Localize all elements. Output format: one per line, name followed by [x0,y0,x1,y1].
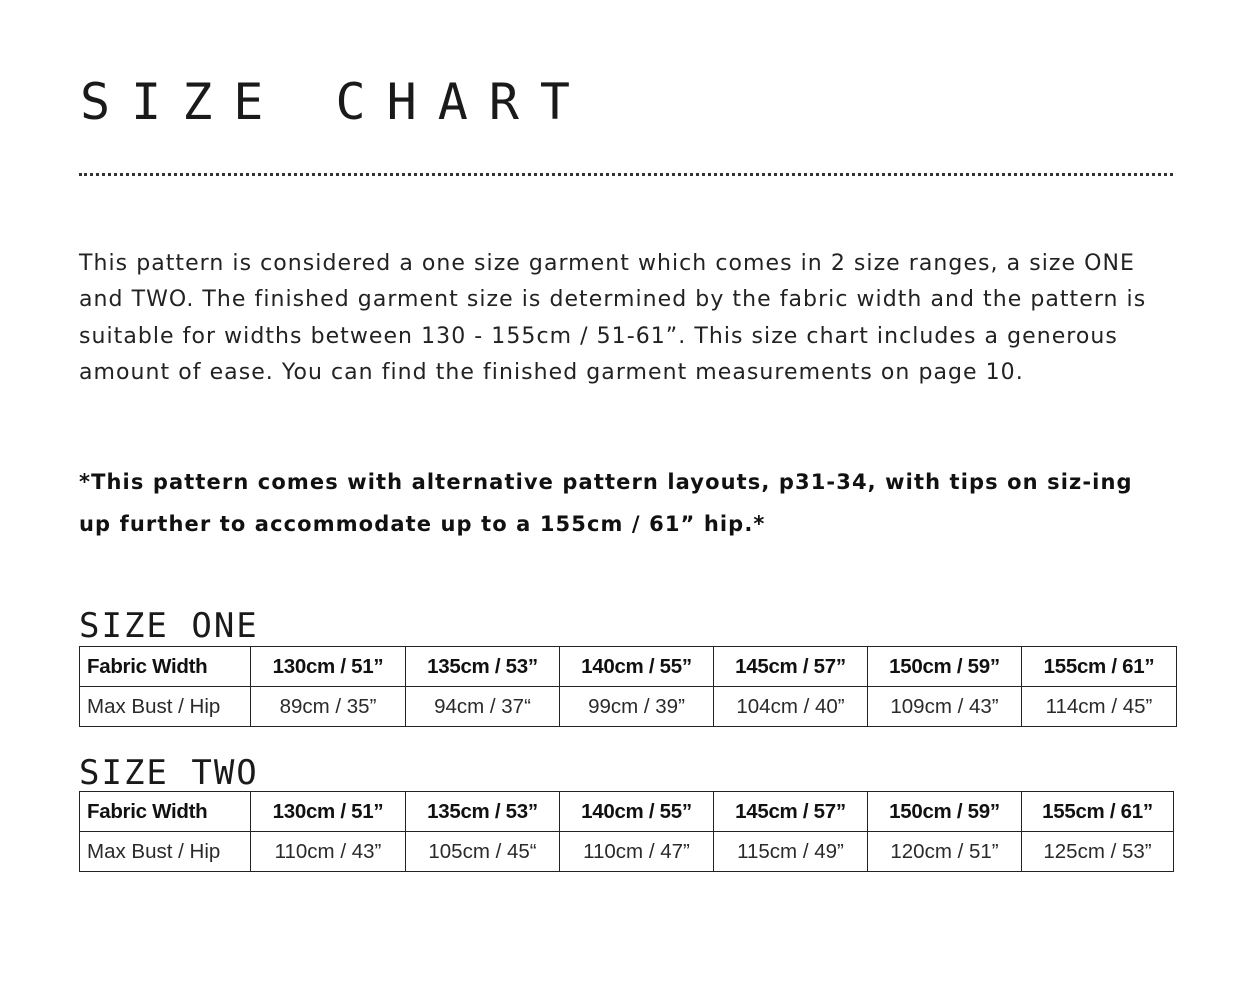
size-one-heading: SIZE ONE [79,606,259,646]
max-bust-hip-cell: 89cm / 35” [251,687,406,727]
max-bust-hip-cell: 94cm / 37“ [406,687,560,727]
size-one-table [79,646,1177,727]
fabric-width-cell: 155cm / 61” [1022,647,1177,687]
fabric-width-cell: 150cm / 59” [868,647,1022,687]
max-bust-hip-cell: 120cm / 51” [868,832,1022,872]
fabric-width-cell: 150cm / 59” [868,792,1022,832]
fabric-width-label: Fabric Width [80,792,251,832]
fabric-width-cell: 140cm / 55” [560,792,714,832]
size-two-heading: SIZE TWO [79,753,259,793]
fabric-width-cell: 145cm / 57” [714,792,868,832]
intro-paragraph: This pattern is considered a one size garment which comes in 2 size ranges, a size ONE and TWO. The finished garment size is determined by the fabric width and the pattern is suitable for widths between 130 - 155cm / 51-61”. This size chart includes a generous amount of ease. You can find the finished garment measurements on page 10. [79,251,1147,385]
max-bust-hip-cell: 114cm / 45” [1022,687,1177,727]
fabric-width-cell: 140cm / 55” [560,647,714,687]
fabric-width-label: Fabric Width [80,647,251,687]
fabric-width-cell: 130cm / 51” [251,647,406,687]
max-bust-hip-row [80,687,1177,727]
page-title: SIZE CHART [80,73,592,131]
max-bust-hip-cell: 115cm / 49” [714,832,868,872]
fabric-width-row [80,647,1177,687]
max-bust-hip-cell: 109cm / 43” [868,687,1022,727]
dotted-divider [79,173,1173,176]
max-bust-hip-cell: 110cm / 43” [251,832,406,872]
max-bust-hip-label: Max Bust / Hip [80,832,251,872]
max-bust-hip-label: Max Bust / Hip [80,687,251,727]
fabric-width-row [80,792,1174,832]
max-bust-hip-cell: 125cm / 53” [1022,832,1174,872]
max-bust-hip-cell: 105cm / 45“ [406,832,560,872]
size-two-table [79,791,1174,872]
fabric-width-cell: 145cm / 57” [714,647,868,687]
fabric-width-cell: 130cm / 51” [251,792,406,832]
max-bust-hip-cell: 99cm / 39” [560,687,714,727]
fabric-width-cell: 135cm / 53” [406,792,560,832]
max-bust-hip-row [80,832,1174,872]
layout-note: *This pattern comes with alternative pattern layouts, p31-34, with tips on siz-ing up further to accommodate up to a 155cm / 61” hip.* [79,470,1133,536]
max-bust-hip-cell: 104cm / 40” [714,687,868,727]
fabric-width-cell: 135cm / 53” [406,647,560,687]
max-bust-hip-cell: 110cm / 47” [560,832,714,872]
fabric-width-cell: 155cm / 61” [1022,792,1174,832]
